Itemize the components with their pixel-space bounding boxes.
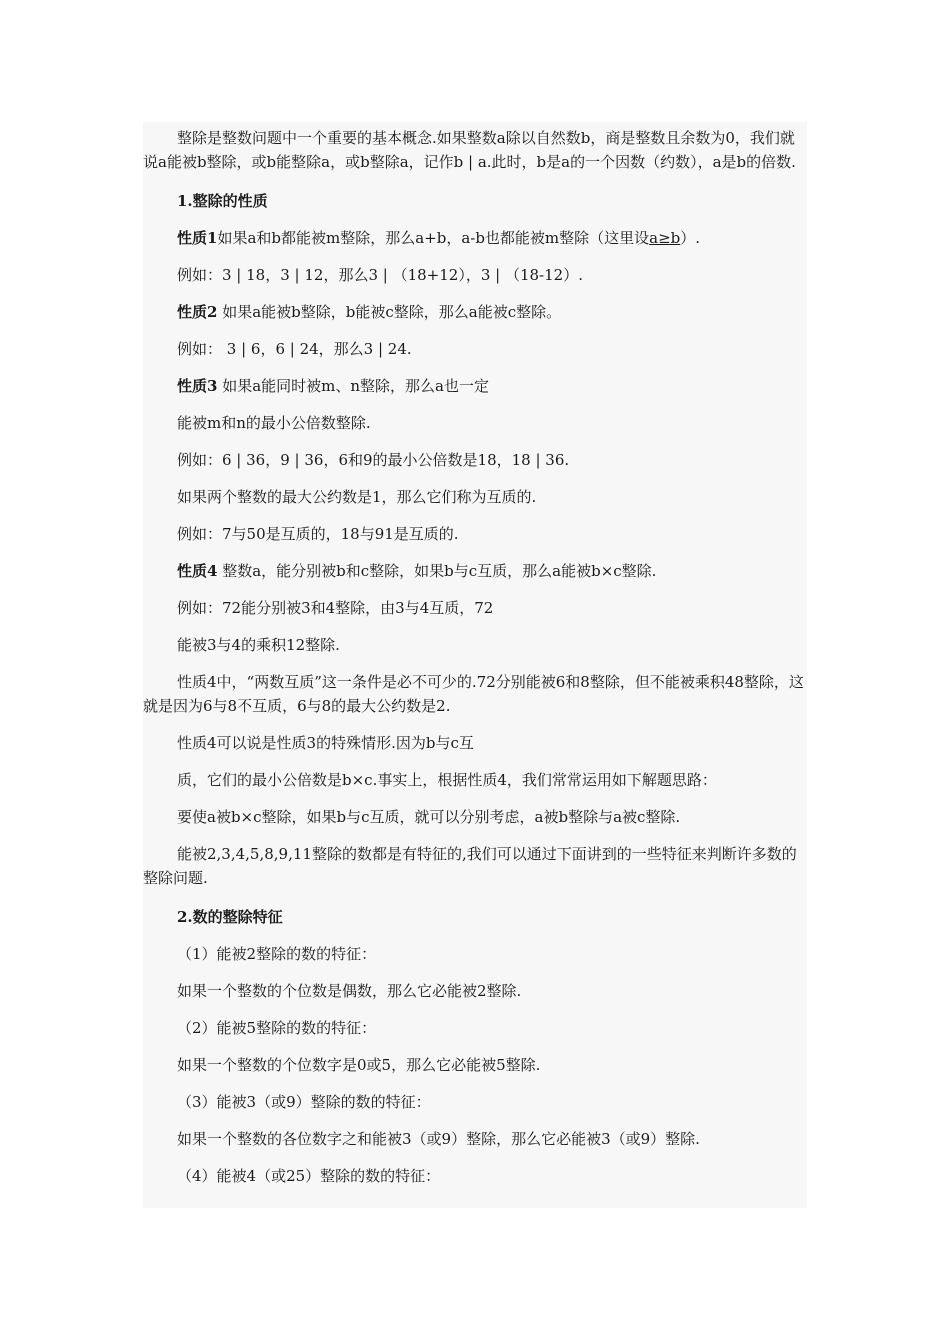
feature-4-title: （4）能被4（或25）整除的数的特征： xyxy=(177,1167,441,1185)
special-case-note: 性质4可以说是性质3的特殊情形.因为b与c互 xyxy=(177,734,474,752)
property-1-text: 如果a和b都能被m整除，那么a+b，a-b也都能被m整除（这里设 xyxy=(217,229,650,247)
property-4-text: 整数a，能分别被b和c整除，如果b与c互质，那么a能被b×c整除. xyxy=(217,562,657,580)
property-3-text: 如果a能同时被m、n整除，那么a也一定 xyxy=(217,377,489,395)
example-3: 例如：6 | 36，9 | 36，6和9的最小公倍数是18，18 | 36. xyxy=(177,451,570,469)
feature-3-title: （3）能被3（或9）整除的数的特征： xyxy=(177,1093,431,1111)
property-1 xyxy=(143,226,807,250)
example-2: 例如： 3 | 6，6 | 24，那么3 | 24. xyxy=(177,340,412,358)
intro-paragraph: 整除是整数问题中一个重要的基本概念.如果整数a除以自然数b，商是整数且余数为0，我们就说a能被b整除，或b能整除a，或b整除a，记作b | a.此时，b是a的一个因数（约数），a是b的倍数. xyxy=(143,129,796,171)
document-body xyxy=(143,122,807,1208)
property-3-label: 性质3 xyxy=(177,377,218,395)
coprime-example: 例如：7与50是互质的，18与91是互质的. xyxy=(177,525,459,543)
property-2-label: 性质2 xyxy=(177,303,218,321)
divisibility-intro: 能被2,3,4,5,8,9,11整除的数都是有特征的,我们可以通过下面讲到的一些特征来判断许多数的整除问题. xyxy=(143,845,797,887)
example-4: 例如：72能分别被3和4整除，由3与4互质，72 xyxy=(177,599,494,617)
property-1-end: ）. xyxy=(680,229,701,247)
property-1-label: 性质1 xyxy=(177,229,218,247)
property-4 xyxy=(143,559,807,583)
feature-2-text: 如果一个整数的个位数字是0或5，那么它必能被5整除. xyxy=(177,1056,541,1074)
property-3 xyxy=(143,374,807,398)
property-1-condition: a≥b xyxy=(649,229,681,247)
feature-1-text: 如果一个整数的个位数是偶数，那么它必能被2整除. xyxy=(177,982,522,1000)
property-4-note: 性质4中，“两数互质”这一条件是必不可少的.72分别能被6和8整除，但不能被乘积48整除，这就是因为6与8不互质，6与8的最大公约数是2. xyxy=(143,673,804,715)
example-1: 例如：3 | 18，3 | 12，那么3 | （18+12），3 | （18-12）. xyxy=(177,266,583,284)
property-2-text: 如果a能被b整除，b能被c整除，那么a能被c整除。 xyxy=(217,303,562,321)
special-case-note-continued: 质，它们的最小公倍数是b×c.事实上，根据性质4，我们常常运用如下解题思路： xyxy=(177,771,717,789)
section2-title: 2.数的整除特征 xyxy=(177,908,283,926)
solution-approach: 要使a被b×c整除，如果b与c互质，就可以分别考虑，a被b整除与a被c整除. xyxy=(177,808,681,826)
feature-2-title: （2）能被5整除的数的特征： xyxy=(177,1019,377,1037)
feature-1-title: （1）能被2整除的数的特征： xyxy=(177,945,377,963)
property-2 xyxy=(143,300,807,324)
property-3-continued: 能被m和n的最小公倍数整除. xyxy=(177,414,371,432)
feature-3-text: 如果一个整数的各位数字之和能被3（或9）整除，那么它必能被3（或9）整除. xyxy=(177,1130,700,1148)
example-4-continued: 能被3与4的乘积12整除. xyxy=(177,636,340,654)
section1-title: 1.整除的性质 xyxy=(177,192,268,210)
coprime-definition: 如果两个整数的最大公约数是1，那么它们称为互质的. xyxy=(177,488,537,506)
property-4-label: 性质4 xyxy=(177,562,218,580)
